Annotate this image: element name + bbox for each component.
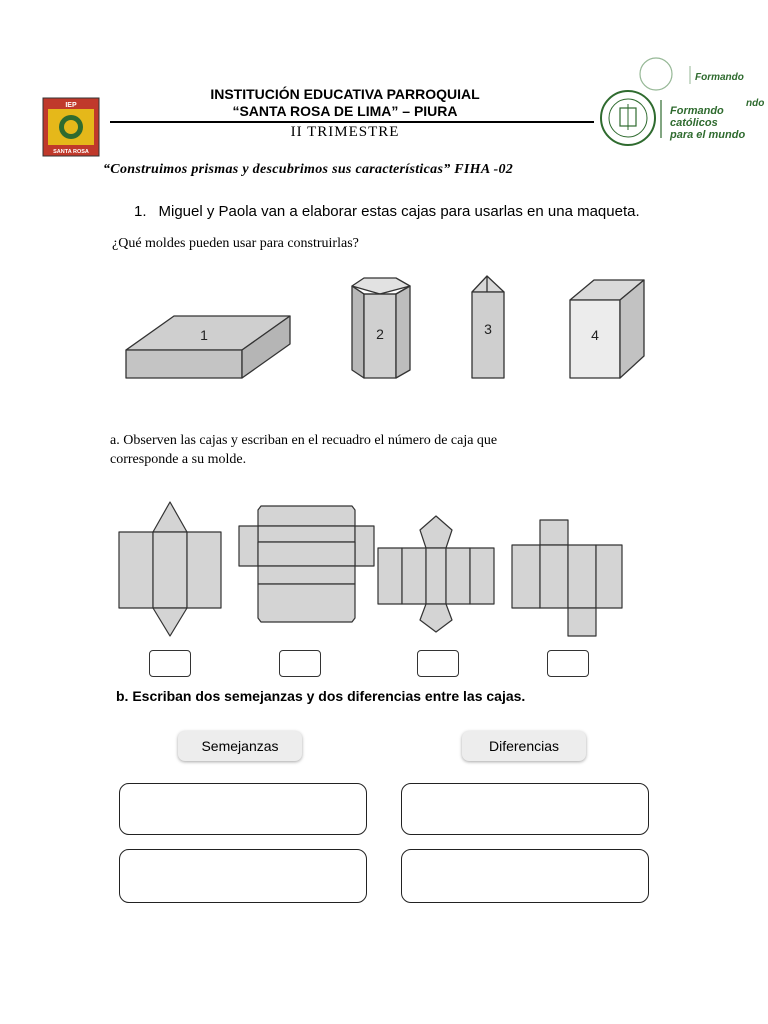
- difference-2-box[interactable]: [401, 849, 649, 903]
- box-2-label: 2: [376, 326, 384, 342]
- question-1-number: 1.: [134, 203, 147, 220]
- similarity-1-box[interactable]: [119, 783, 367, 835]
- box-3-label: 3: [484, 321, 492, 337]
- motto-line-1: Formando: [670, 105, 724, 117]
- motto-line-2: católicos: [670, 117, 718, 129]
- ghost-motto: Formando: [695, 72, 744, 83]
- net-3-answer-box[interactable]: [417, 650, 459, 677]
- question-1-subtext: ¿Qué moldes pueden usar para construirlas?: [112, 236, 359, 251]
- school-crest-logo: [42, 97, 100, 157]
- difference-1-box[interactable]: [401, 783, 649, 835]
- logo-bottom-text: SANTA ROSA: [53, 149, 89, 155]
- term-label: II TRIMESTRE: [290, 124, 400, 140]
- question-1: [134, 203, 640, 220]
- differences-label: Diferencias: [462, 731, 586, 761]
- box-4-label: 4: [591, 327, 599, 343]
- part-b-instructions: b. Escriban dos semejanzas y dos diferencias entre las cajas.: [116, 688, 526, 704]
- part-a-line-1: a. Observen las cajas y escriban en el recuadro el número de caja que: [110, 433, 498, 448]
- net-2-answer-box[interactable]: [279, 650, 321, 677]
- archdiocese-seal-logo: [598, 56, 768, 148]
- net-3-pentagonal-prism: [378, 516, 494, 632]
- part-a-instructions: [110, 431, 570, 469]
- net-1-answer-box[interactable]: [149, 650, 191, 677]
- boxes-figure: [110, 268, 670, 388]
- box-1-rectangular-prism: [126, 316, 290, 378]
- net-4-cube: [512, 520, 622, 636]
- worksheet-title: “Construimos prismas y descubrimos sus características” FIHA -02: [103, 162, 514, 177]
- part-a-line-2: corresponde a su molde.: [110, 452, 247, 467]
- box-1-label: 1: [200, 327, 208, 343]
- box-2-pentagonal-prism: [352, 278, 410, 378]
- ghost-motto-end: ndo: [746, 98, 765, 109]
- question-1-text: Miguel y Paola van a elaborar estas cajas para usarlas en una maqueta.: [158, 203, 640, 220]
- similarity-2-box[interactable]: [119, 849, 367, 903]
- similarities-label: Semejanzas: [178, 731, 302, 761]
- net-1-triangular-prism: [119, 502, 221, 636]
- institution-name: INSTITUCIÓN EDUCATIVA PARROQUIAL: [210, 86, 480, 102]
- motto-line-3: para el mundo: [670, 129, 746, 141]
- institution-location: “SANTA ROSA DE LIMA” – PIURA: [232, 103, 458, 119]
- nets-figure: [110, 496, 630, 640]
- header-divider: [110, 121, 594, 123]
- net-4-answer-box[interactable]: [547, 650, 589, 677]
- net-2-rectangular-prism: [239, 506, 374, 622]
- box-3-triangular-prism: [472, 276, 504, 378]
- logo-top-text: IEP: [65, 102, 77, 109]
- box-4-cube: [570, 280, 644, 378]
